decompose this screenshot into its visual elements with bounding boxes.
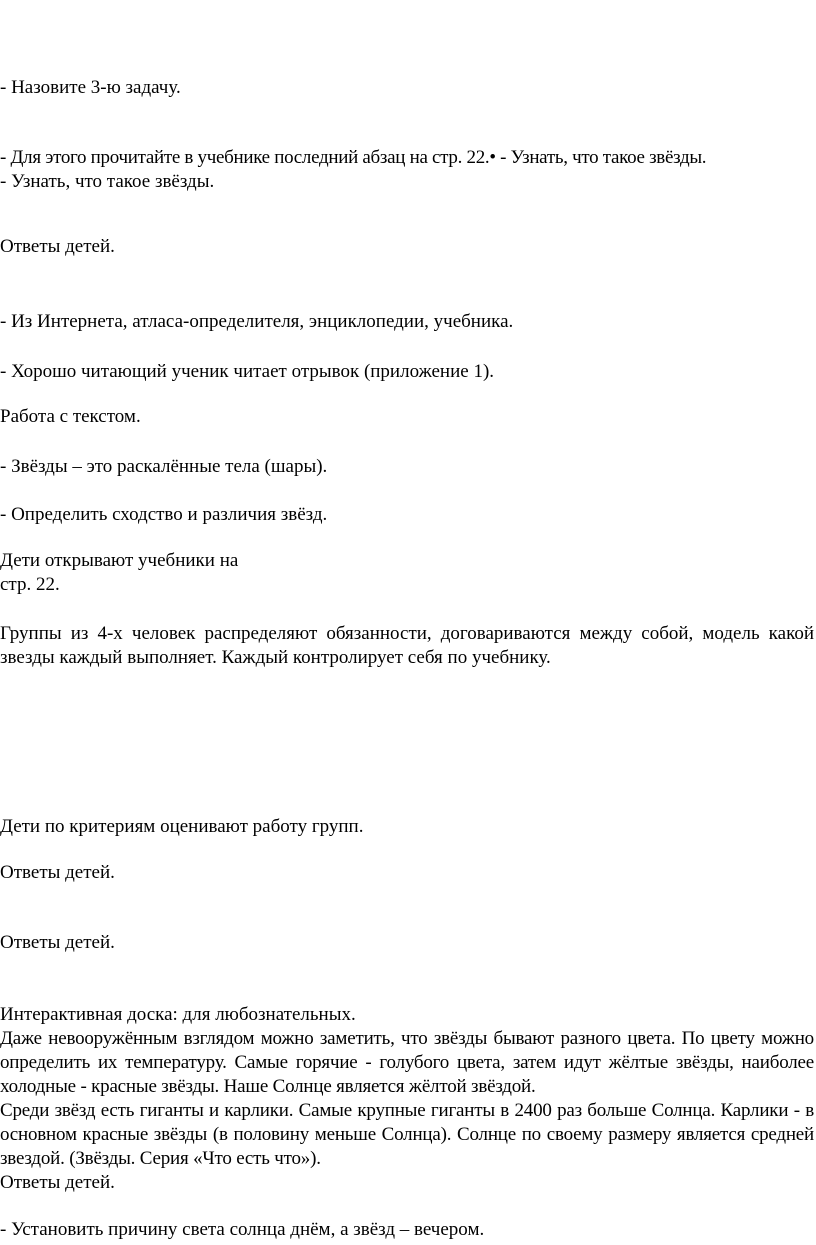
- text-line: Работа с текстом.: [0, 406, 141, 427]
- text-line: - Звёзды – это раскалённые тела (шары).: [0, 456, 328, 477]
- text-line: Интерактивная доска: для любознательных.: [0, 1004, 356, 1025]
- text-line: Дети по критериям оценивают работу групп.: [0, 816, 364, 837]
- text-line: - Определить сходство и различия звёзд.: [0, 504, 328, 525]
- paragraph: Группы из 4-х человек распределяют обязанности, договариваются между собой, модель какой звезды каждый выполняет. Каждый контролирует себя по учебнику.: [0, 623, 814, 668]
- text-line: - Для этого прочитайте в учебнике последний абзац на стр. 22.• - Узнать, что такое звёзды.: [0, 147, 707, 168]
- text-line: Ответы детей.: [0, 862, 115, 883]
- text-line: - Хорошо читающий ученик читает отрывок (приложение 1).: [0, 361, 495, 382]
- text-line: стр. 22.: [0, 574, 60, 595]
- paragraph: Даже невооружённым взглядом можно заметить, что звёзды бывают разного цвета. По цвету можно определить их температуру. Самые горячие - голубого цвета, затем идут жёлтые звёзды, наиболее холодные - красные звёзды. Наше Солнце является жёлтой звёздой.: [0, 1028, 814, 1097]
- text-line: - Установить причину света солнца днём, а звёзд – вечером.: [0, 1219, 485, 1240]
- text-line: Дети открывают учебники на: [0, 550, 239, 571]
- paragraph: Среди звёзд есть гиганты и карлики. Самые крупные гиганты в 2400 раз больше Солнца. Карлики - в основном красные звёзды (в половину меньше Солнца). Солнце по своему размеру является средней звездой. (Звёзды. Серия «Что есть что»).: [0, 1100, 814, 1169]
- text-line: - Из Интернета, атласа-определителя, энциклопедии, учебника.: [0, 311, 514, 332]
- text-line: - Узнать, что такое звёзды.: [0, 171, 215, 192]
- text-line: Ответы детей.: [0, 1172, 115, 1193]
- text-line: Ответы детей.: [0, 932, 115, 953]
- text-line: - Назовите 3-ю задачу.: [0, 77, 181, 98]
- text-line: Ответы детей.: [0, 236, 115, 257]
